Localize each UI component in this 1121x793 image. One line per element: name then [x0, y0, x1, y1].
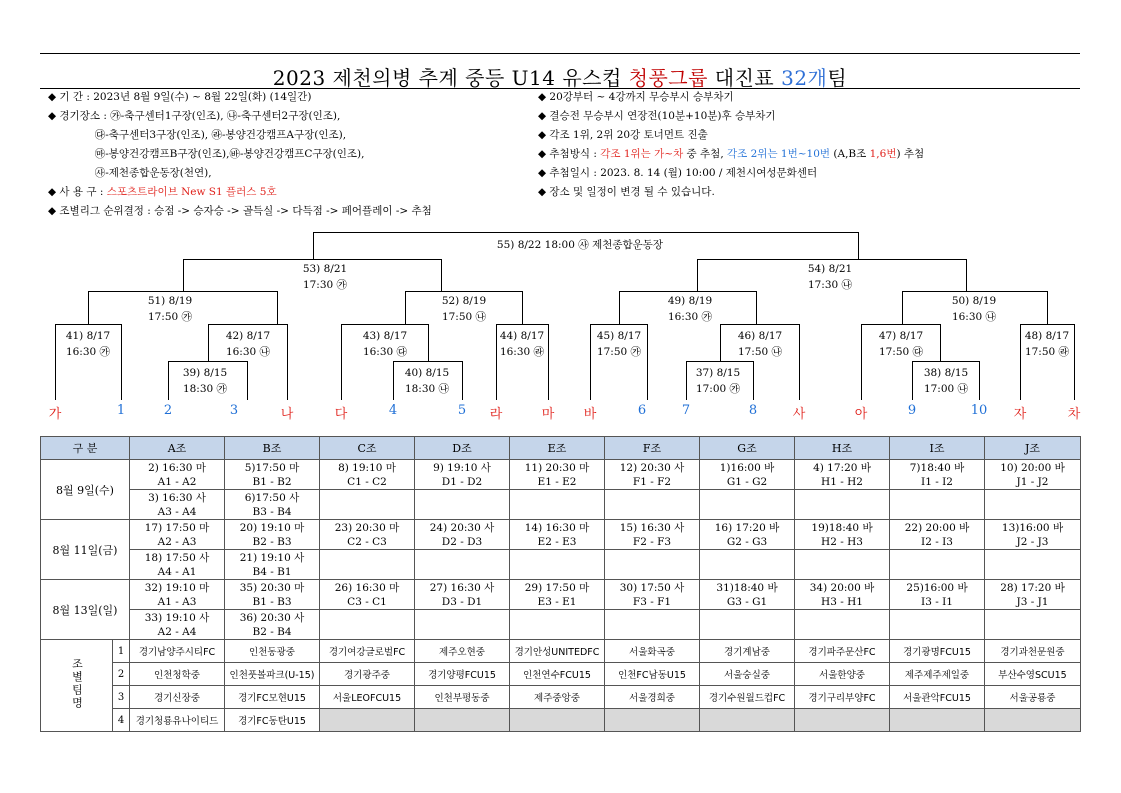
slot-ga: 가: [48, 407, 62, 422]
match-52: 52) 8/19 17:50 ㉯: [441, 295, 487, 323]
match-cell: [795, 490, 890, 520]
slot-ba: 바: [583, 407, 597, 422]
match-cell: [985, 610, 1081, 640]
team-cell: 인천풋볼파크(U-15): [225, 663, 320, 686]
header-group-c: C조: [320, 437, 415, 460]
match-46: 46) 8/17 17:50 ㉯: [737, 330, 783, 358]
match-cell: 13)16:00 바 J2 - J3: [985, 520, 1081, 550]
header-group-h: H조: [795, 437, 890, 460]
team-cell: [795, 709, 890, 732]
info-left: [48, 88, 432, 221]
match-cell: [795, 610, 890, 640]
team-cell: 경기신장중: [130, 686, 225, 709]
team-row-number: 4: [113, 709, 130, 732]
page-title: 2023 제천의병 추계 중등 U14 유스컵 청풍그룹 대진표 32개팀: [272, 66, 848, 90]
match-cell: 17) 17:50 마 A2 - A3: [130, 520, 225, 550]
slot-1: 1: [116, 403, 126, 418]
team-cell: 경기광주중: [320, 663, 415, 686]
match-cell: [890, 490, 985, 520]
info-venue-2: ㉰-축구센터3구장(인조), ㉱-봉양건강캠프A구장(인조),: [48, 129, 347, 141]
slot-ja: 자: [1013, 407, 1027, 422]
match-cell: 5)17:50 마 B1 - B2: [225, 460, 320, 490]
match-cell: 10) 20:00 바 J1 - J2: [985, 460, 1081, 490]
match-cell: 4) 17:20 바 H1 - H2: [795, 460, 890, 490]
match-cell: [605, 610, 700, 640]
team-cell: 인천부평동중: [415, 686, 510, 709]
schedule-row: [41, 580, 1081, 610]
table-header-row: [41, 437, 1081, 460]
match-cell: 23) 20:30 마 C2 - C3: [320, 520, 415, 550]
header-group-d: D조: [415, 437, 510, 460]
info-change-notice: ◆ 장소 및 일정이 변경 될 수 있습니다.: [538, 186, 715, 198]
match-cell: 2) 16:30 마 A1 - A2: [130, 460, 225, 490]
match-41: 41) 8/17 16:30 ㉮: [65, 330, 111, 358]
team-cell: 인천동광중: [225, 640, 320, 663]
schedule-table: [40, 436, 1081, 732]
match-cell: [320, 550, 415, 580]
match-cell: 7)18:40 바 I1 - I2: [890, 460, 985, 490]
schedule-row: [41, 460, 1081, 490]
info-ball: ◆ 사 용 구 : 스포츠트라이브 New S1 플러스 5호: [48, 186, 277, 198]
match-cell: 25)16:00 바 I3 - I1: [890, 580, 985, 610]
match-cell: [795, 550, 890, 580]
date-cell: 8월 11일(금): [41, 520, 130, 580]
match-42: 42) 8/17 16:30 ㉯: [225, 330, 271, 358]
match-cell: 12) 20:30 사 F1 - F2: [605, 460, 700, 490]
match-cell: 16) 17:20 바 G2 - G3: [700, 520, 795, 550]
ball-name: 스포츠트라이브 New S1 플러스 5호: [106, 186, 277, 198]
team-row-number: 1: [113, 640, 130, 663]
info-draw: ◆ 추첨방식 : 각조 1위는 가~차 중 추첨, 각조 2위는 1번~10번 (A,B조 1,6번) 추첨: [538, 148, 925, 160]
team-cell: 경기양평FCU15: [415, 663, 510, 686]
match-cell: 20) 19:10 마 B2 - B3: [225, 520, 320, 550]
match-cell: 14) 16:30 마 E2 - E3: [510, 520, 605, 550]
team-cell: [320, 709, 415, 732]
match-cell: 34) 20:00 바 H3 - H1: [795, 580, 890, 610]
team-cell: 서울숭실중: [700, 663, 795, 686]
match-cell: 9) 19:10 사 D1 - D2: [415, 460, 510, 490]
header-category: 구 분: [41, 437, 130, 460]
match-cell: [890, 550, 985, 580]
match-cell: 29) 17:50 마 E3 - E1: [510, 580, 605, 610]
match-cell: 26) 16:30 마 C3 - C1: [320, 580, 415, 610]
team-cell: 경기파주문산FC: [795, 640, 890, 663]
team-cell: 경기여강글로벌FC: [320, 640, 415, 663]
match-40: 40) 8/15 18:30 ㉯: [404, 367, 450, 395]
match-cell: 15) 16:30 사 F2 - F3: [605, 520, 700, 550]
match-50: 50) 8/19 16:30 ㉯: [951, 295, 997, 323]
slot-na: 나: [280, 407, 294, 422]
info-pk: ◆ 20강부터 ~ 4강까지 무승부시 승부차기: [538, 91, 734, 103]
header-group-i: I조: [890, 437, 985, 460]
slot-8: 8: [748, 403, 758, 418]
match-53: 53) 8/21 17:30 ㉮: [302, 263, 348, 291]
teams-label: 조별팀명: [41, 640, 113, 732]
match-37: 37) 8/15 17:00 ㉮: [695, 367, 741, 395]
team-cell: 제주오현중: [415, 640, 510, 663]
match-cell: 32) 19:10 마 A1 - A3: [130, 580, 225, 610]
top-rule: [40, 53, 1080, 54]
info-final: ◆ 결승전 무승부시 연장전(10분+10분)후 승부차기: [538, 110, 776, 122]
schedule-row: [41, 610, 1081, 640]
info-advance: ◆ 각조 1위, 2위 20강 토너먼트 진출: [538, 129, 708, 141]
info-ranking: ◆ 조별리그 순위결정 : 승점 -> 승자승 -> 골득실 -> 다득점 -> 페어플레이 -> 추첨: [48, 205, 432, 217]
slot-2: 2: [163, 403, 173, 418]
team-cell: 경기광명FCU15: [890, 640, 985, 663]
match-cell: [510, 490, 605, 520]
team-cell: 부산수영SCU15: [985, 663, 1081, 686]
info-venue-3: ㉲-봉양건강캠프B구장(인조),㉳-봉양건강캠프C구장(인조),: [48, 148, 365, 160]
team-row-number: 2: [113, 663, 130, 686]
team-row: [41, 663, 1081, 686]
match-44: 44) 8/17 16:30 ㉱: [499, 330, 545, 358]
schedule-row: [41, 550, 1081, 580]
team-cell: 인천청학중: [130, 663, 225, 686]
schedule-row: [41, 490, 1081, 520]
header-group-e: E조: [510, 437, 605, 460]
team-cell: 제주중앙중: [510, 686, 605, 709]
match-cell: [510, 610, 605, 640]
team-cell: 인천FC남동U15: [605, 663, 700, 686]
match-cell: 24) 20:30 사 D2 - D3: [415, 520, 510, 550]
team-cell: [605, 709, 700, 732]
match-cell: 6)17:50 사 B3 - B4: [225, 490, 320, 520]
header-group-j: J조: [985, 437, 1081, 460]
team-cell: 경기안성UNITEDFC: [510, 640, 605, 663]
header-group-b: B조: [225, 437, 320, 460]
team-row: [41, 686, 1081, 709]
match-49: 49) 8/19 16:30 ㉮: [667, 295, 713, 323]
match-cell: 31)18:40 바 G3 - G1: [700, 580, 795, 610]
match-cell: [890, 610, 985, 640]
schedule-row: [41, 520, 1081, 550]
header-group-f: F조: [605, 437, 700, 460]
slot-ma: 마: [541, 407, 555, 422]
match-cell: 3) 16:30 사 A3 - A4: [130, 490, 225, 520]
info-venue-1: ◆ 경기장소 : ㉮-축구센터1구장(인조), ㉯-축구센터2구장(인조),: [48, 110, 341, 122]
team-cell: 경기수원월드컵FC: [700, 686, 795, 709]
team-cell: [890, 709, 985, 732]
date-cell: 8월 9일(수): [41, 460, 130, 520]
match-39: 39) 8/15 18:30 ㉮: [182, 367, 228, 395]
match-cell: 11) 20:30 마 E1 - E2: [510, 460, 605, 490]
match-51: 51) 8/19 17:50 ㉮: [147, 295, 193, 323]
slot-6: 6: [637, 403, 647, 418]
match-cell: 36) 20:30 사 B2 - B4: [225, 610, 320, 640]
match-cell: 35) 20:30 마 B1 - B3: [225, 580, 320, 610]
team-cell: [510, 709, 605, 732]
team-cell: [415, 709, 510, 732]
match-cell: [985, 490, 1081, 520]
match-cell: [320, 610, 415, 640]
slot-da: 다: [334, 407, 348, 422]
team-cell: 경기청룡유나이티드: [130, 709, 225, 732]
slot-3: 3: [229, 403, 239, 418]
match-cell: 18) 17:50 사 A4 - A1: [130, 550, 225, 580]
slot-a: 아: [854, 407, 868, 422]
match-cell: 19)18:40 바 H2 - H3: [795, 520, 890, 550]
match-55: 55) 8/22 18:00 ㉴ 제천종합운동장: [496, 239, 664, 251]
match-cell: [700, 550, 795, 580]
match-cell: 22) 20:00 바 I2 - I3: [890, 520, 985, 550]
header-group-a: A조: [130, 437, 225, 460]
match-cell: 1)16:00 바 G1 - G2: [700, 460, 795, 490]
slot-sa: 사: [792, 407, 806, 422]
team-cell: 경기FC모현U15: [225, 686, 320, 709]
match-cell: [700, 490, 795, 520]
team-cell: 서울한양중: [795, 663, 890, 686]
team-cell: 서울LEOFCU15: [320, 686, 415, 709]
match-cell: [700, 610, 795, 640]
team-row: [41, 709, 1081, 732]
header-group-g: G조: [700, 437, 795, 460]
match-38: 38) 8/15 17:00 ㉯: [923, 367, 969, 395]
match-cell: 27) 16:30 사 D3 - D1: [415, 580, 510, 610]
team-cell: [700, 709, 795, 732]
match-cell: 30) 17:50 사 F3 - F1: [605, 580, 700, 610]
slot-9: 9: [907, 403, 917, 418]
slot-10: 10: [970, 403, 988, 418]
match-cell: [605, 550, 700, 580]
date-cell: 8월 13일(일): [41, 580, 130, 640]
team-row: [41, 640, 1081, 663]
match-cell: [510, 550, 605, 580]
slot-5: 5: [457, 403, 467, 418]
team-cell: 경기FC동탄U15: [225, 709, 320, 732]
team-cell: 경기구리부양FC: [795, 686, 890, 709]
match-cell: [415, 550, 510, 580]
slot-ra: 라: [489, 407, 503, 422]
team-cell: 경기남양주시티FC: [130, 640, 225, 663]
match-45: 45) 8/17 17:50 ㉮: [596, 330, 642, 358]
team-cell: [985, 709, 1081, 732]
match-cell: [605, 490, 700, 520]
slot-4: 4: [388, 403, 398, 418]
match-cell: [985, 550, 1081, 580]
team-cell: 서울관악FCU15: [890, 686, 985, 709]
match-54: 54) 8/21 17:30 ㉯: [807, 263, 853, 291]
match-cell: [415, 490, 510, 520]
match-43: 43) 8/17 16:30 ㉰: [362, 330, 408, 358]
match-48: 48) 8/17 17:50 ㉱: [1024, 330, 1070, 358]
info-venue-4: ㉴-제천종합운동장(천연),: [48, 167, 212, 179]
match-cell: 8) 19:10 마 C1 - C2: [320, 460, 415, 490]
slot-7: 7: [681, 403, 691, 418]
match-cell: 33) 19:10 사 A2 - A4: [130, 610, 225, 640]
match-47: 47) 8/17 17:50 ㉰: [878, 330, 924, 358]
team-cell: 서울경희중: [605, 686, 700, 709]
info-right: [538, 88, 924, 202]
match-cell: 28) 17:20 바 J3 - J1: [985, 580, 1081, 610]
match-cell: [320, 490, 415, 520]
team-cell: 서울화곡중: [605, 640, 700, 663]
team-cell: 서울공룡중: [985, 686, 1081, 709]
info-draw-date: ◆ 추첨일시 : 2023. 8. 14 (월) 10:00 / 제천시여성문화센터: [538, 167, 818, 179]
team-row-number: 3: [113, 686, 130, 709]
match-cell: 21) 19:10 사 B4 - B1: [225, 550, 320, 580]
team-cell: 제주제주제일중: [890, 663, 985, 686]
team-cell: 경기과천문원중: [985, 640, 1081, 663]
info-period: ◆ 기 간 : 2023년 8월 9일(수) ~ 8월 22일(화) (14일간): [48, 91, 312, 103]
match-cell: [415, 610, 510, 640]
slot-cha: 차: [1067, 407, 1081, 422]
team-cell: 경기계남중: [700, 640, 795, 663]
team-cell: 인천연수FCU15: [510, 663, 605, 686]
